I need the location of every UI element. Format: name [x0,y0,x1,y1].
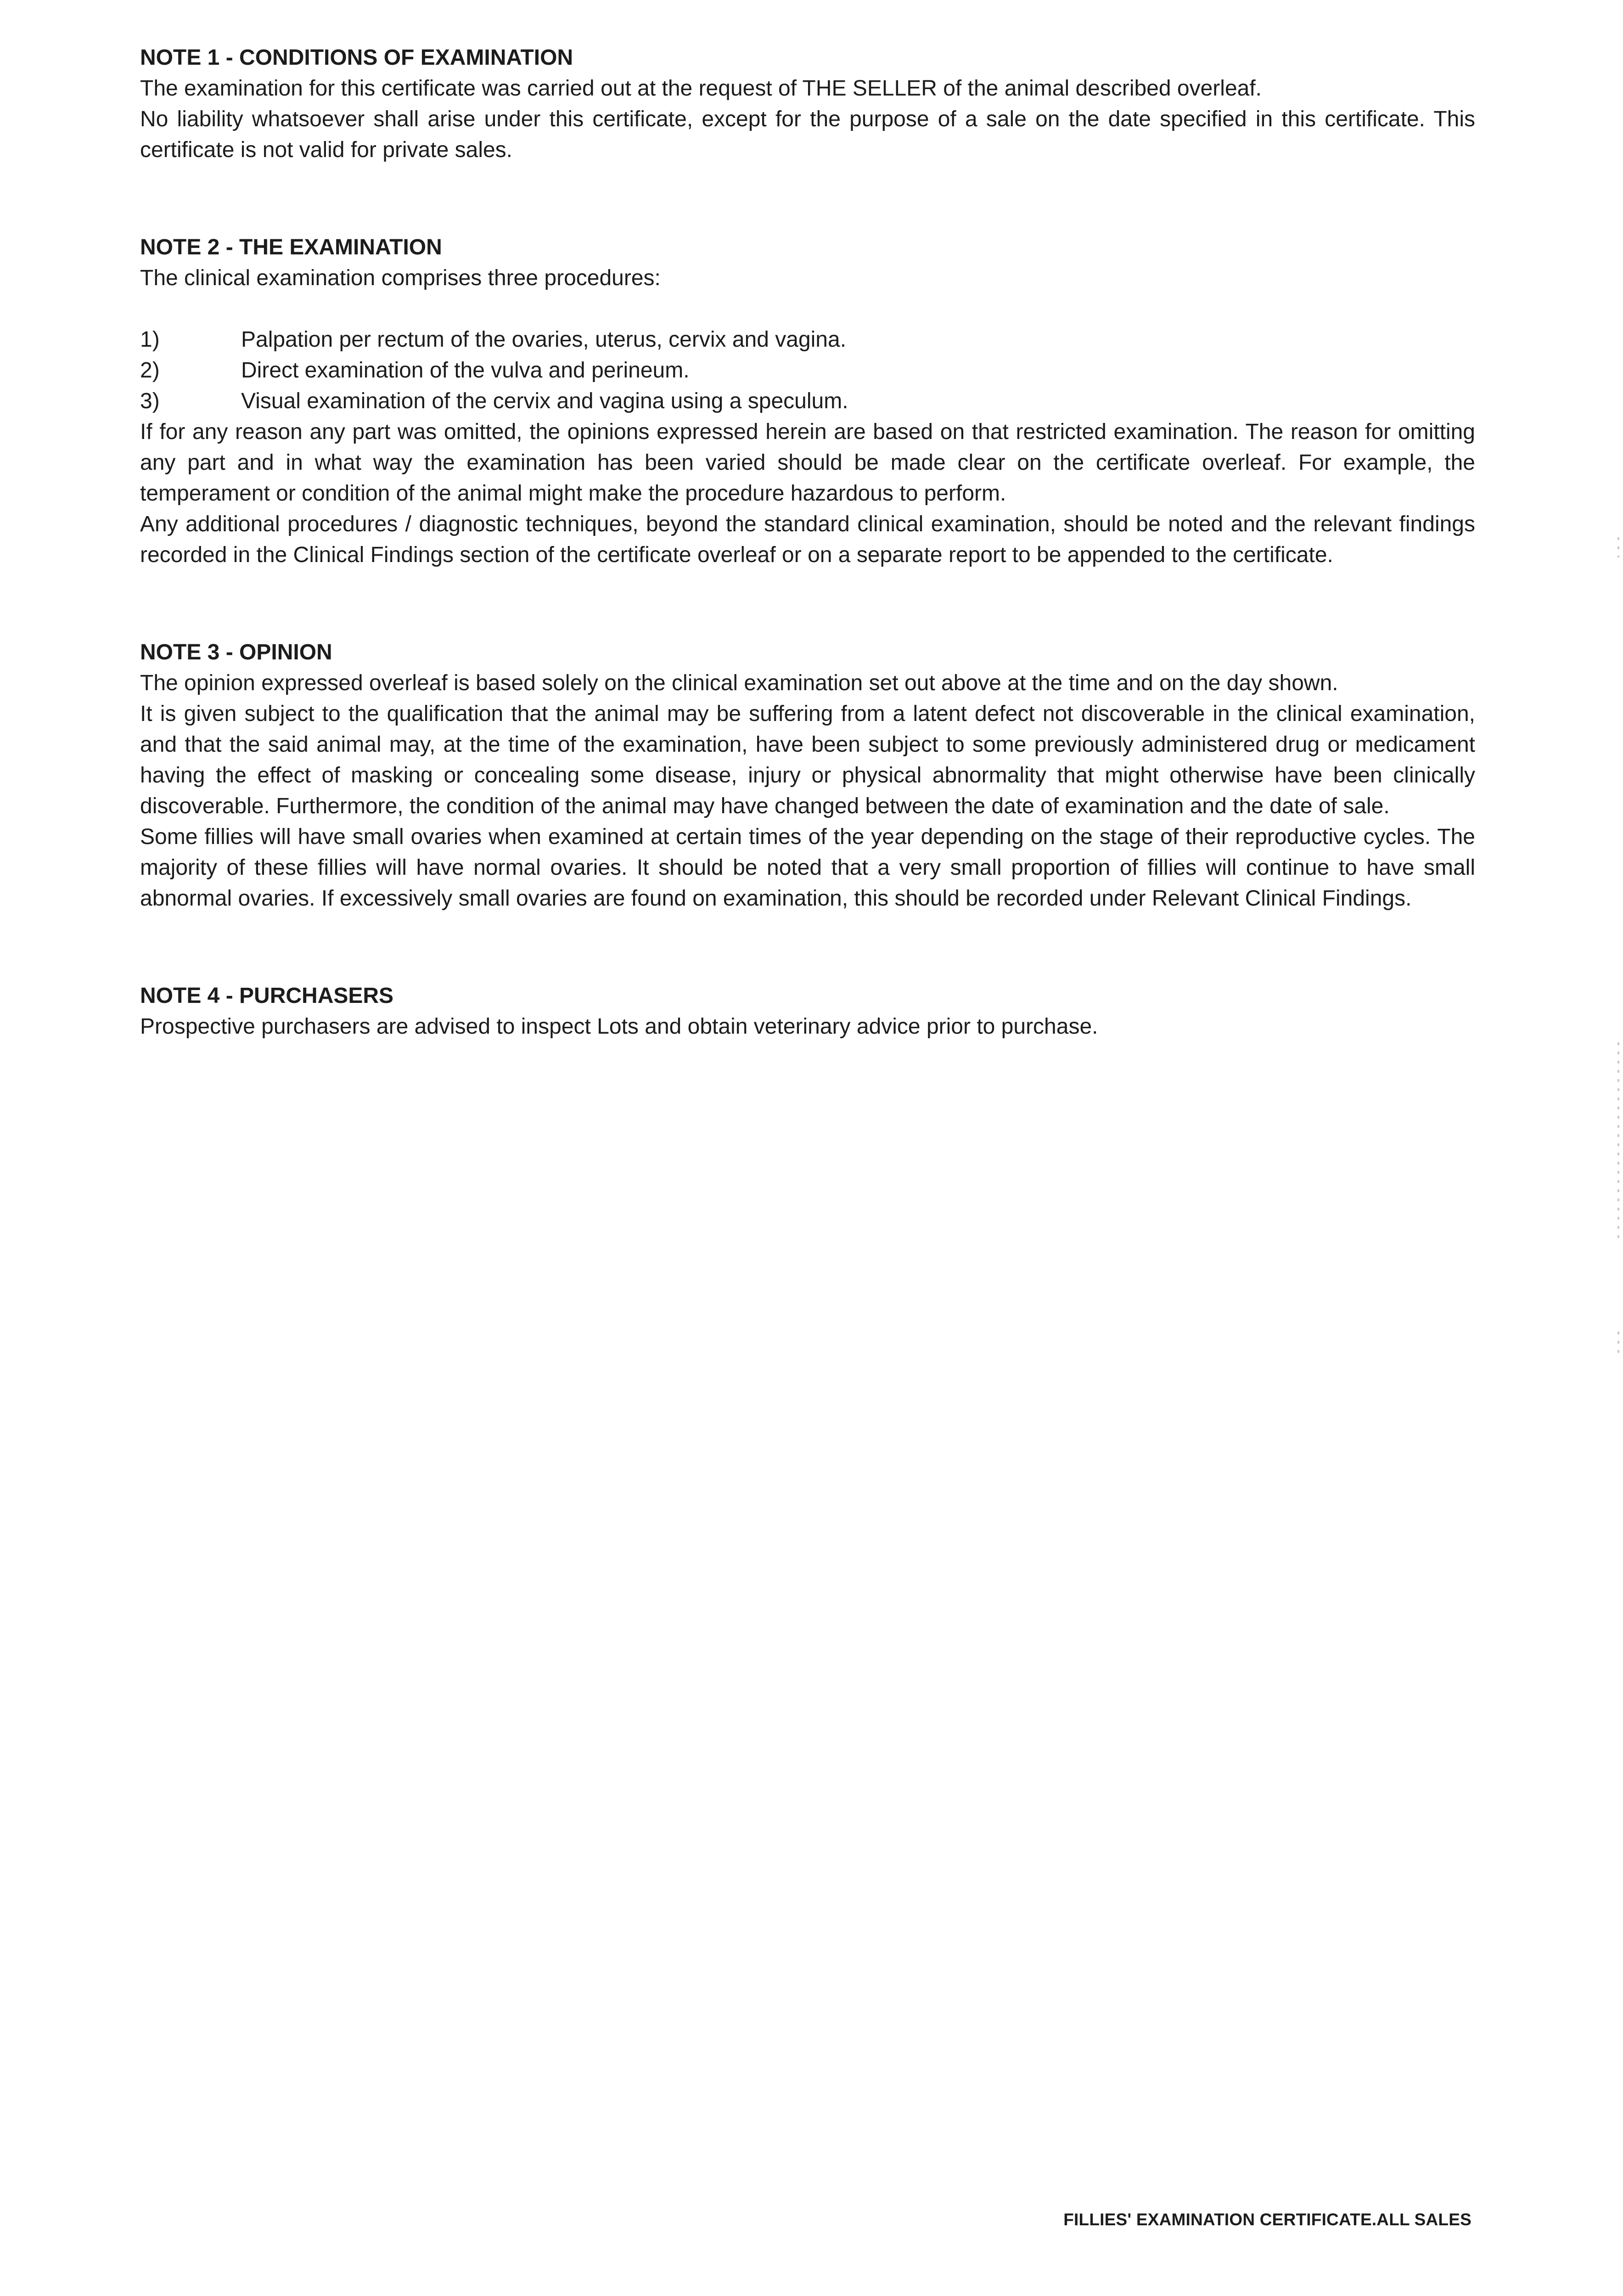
note3-heading: NOTE 3 - OPINION [140,640,332,664]
procedure-number: 3) [140,389,160,413]
procedure-text: Visual examination of the cervix and vagina using a speculum. [241,389,848,413]
section-note2 [140,232,1475,570]
procedure-item [140,355,1475,386]
section-note1 [140,42,1475,165]
note3-paragraph-3: Some fillies will have small ovaries when examined at certain times of the year depending on the stage of their reproductive cycles. The majority of these fillies will have normal ovaries. It should be noted that a very small proportion of fillies will continue to have small abnormal ovaries. If excessively small ovaries are found on examination, this should be recorded under Relevant Clinical Findings. [140,825,1475,911]
note1-paragraph-1: The examination for this certificate was carried out at the request of THE SELLER of the animal described overleaf. [140,76,1262,101]
note4-heading: NOTE 4 - PURCHASERS [140,984,394,1008]
note3-paragraph-1: The opinion expressed overleaf is based solely on the clinical examination set out above at the time and on the day shown. [140,671,1338,695]
procedure-number: 2) [140,358,160,383]
note2-paragraph-2: Any additional procedures / diagnostic techniques, beyond the standard clinical examination, should be noted and the relevant findings recorded in the Clinical Findings section of the certificate overleaf or on a separate report to be appended to the certificate. [140,512,1475,567]
note1-heading: NOTE 1 - CONDITIONS OF EXAMINATION [140,45,573,70]
procedure-text: Palpation per rectum of the ovaries, uterus, cervix and vagina. [241,327,847,352]
note2-paragraph-1: If for any reason any part was omitted, the opinions expressed herein are based on that restricted examination. The reason for omitting any part and in what way the examination has been varied should be made clear on the certificate overleaf. For example, the temperament or condition of the animal might make the procedure hazardous to perform. [140,420,1475,506]
note3-paragraph-2: It is given subject to the qualification that the animal may be suffering from a latent defect not discoverable in the clinical examination, and that the said animal may, at the time of the examination, have been subject to some previously administered drug or medicament having the effect of masking or concealing some disease, injury or physical abnormality that might otherwise have been clinically discoverable. Furthermore, the condition of the animal may have changed between the date of examination and the date of sale. [140,702,1475,818]
procedure-item [140,324,1475,355]
scan-artifact [1617,1332,1619,1359]
procedure-item [140,386,1475,416]
scan-artifact [1617,1042,1619,1240]
section-note4 [140,980,1475,1042]
procedure-text: Direct examination of the vulva and perineum. [241,358,690,383]
note2-intro: The clinical examination comprises three procedures: [140,266,661,290]
scan-artifact [1617,537,1619,557]
note1-paragraph-2: No liability whatsoever shall arise under this certificate, except for the purpose of a sale on the date specified in this certificate. This certificate is not valid for private sales. [140,107,1475,162]
section-note3 [140,637,1475,914]
note2-heading: NOTE 2 - THE EXAMINATION [140,235,442,259]
footer-label: FILLIES' EXAMINATION CERTIFICATE.ALL SALES [1063,2210,1471,2229]
procedure-number: 1) [140,327,160,352]
procedure-list [140,324,1475,416]
note4-paragraph-1: Prospective purchasers are advised to inspect Lots and obtain veterinary advice prior to purchase. [140,1014,1098,1039]
